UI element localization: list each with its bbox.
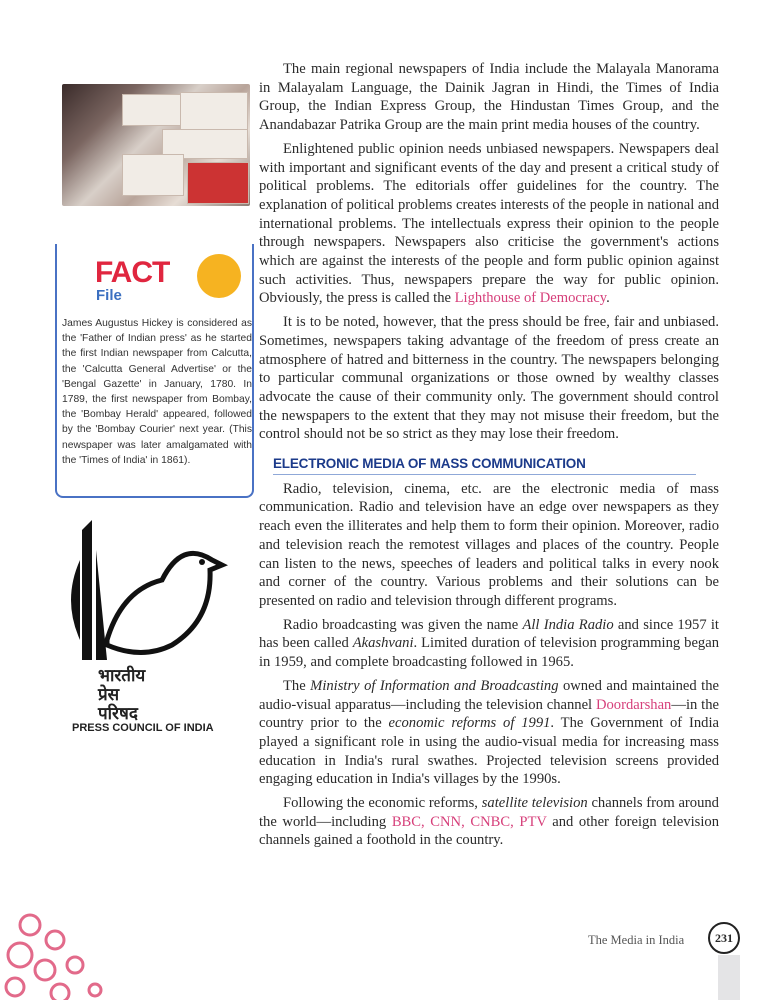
paragraph: It is to be noted, however, that the press should be free, fair and unbiased. Sometimes, newspapers taking advantage of the freedom of press create an atmosphere of hatred and bitterness in the country. The newspapers belonging to particular communal organizations or those owned by wealthy classes advocate the cause of their community only. The government should control the newspapers to the extent that they may not misuse their freedom, but the control should not be so strict as they may lose their freedom. <box>259 314 719 443</box>
logo-caption: PRESS COUNCIL OF INDIA <box>72 722 214 734</box>
fact-title: FACT <box>95 256 170 289</box>
fact-subtitle: File <box>96 287 122 304</box>
logo-hindi-text: भारतीय प्रेस परिषद <box>98 666 146 723</box>
footer-chapter-title: The Media in India <box>588 933 685 947</box>
page-number: 231 <box>708 922 740 954</box>
paragraph: Radio broadcasting was given the name All India Radio and since 1957 it has been called Akashvani. Limited duration of television programming began in 1959, and complete broadcasting followed in 1965. <box>259 616 719 671</box>
decorative-circles-icon <box>0 905 110 1000</box>
fact-text: James Augustus Hickey is considered as the 'Father of Indian press' as he started the first Indian newspaper from Calcutta, the 'Calcutta General Advertise' or the 'Bengal Gazette' in January, 1780. In 1789, the first newspaper from Bombay, the 'Bombay Herald' appeared, followed by the 'Bombay Courier' next year. (This newspaper was later amalgamated with the 'Times of India' in 1861). <box>62 318 252 466</box>
sun-icon <box>197 254 241 298</box>
newspaper-stand-photo <box>62 84 250 206</box>
press-council-logo <box>62 520 242 740</box>
paragraph: The main regional newspapers of India include the Malayala Manorama in Malayalam Language, the Dainik Jagran in Hindi, the Times of India Group, the Indian Express Group, the Hindustan Times Group, and the Anandabazar Patrika Group are the main print media houses of the country. <box>259 61 719 134</box>
paragraph: Following the economic reforms, satellite television channels from around the world—including BBC, CNN, CNBC, PTV and other foreign television channels gained a foothold in the country. <box>259 795 719 849</box>
main-text <box>259 60 719 855</box>
paragraph: The Ministry of Information and Broadcasting owned and maintained the audio-visual apparatus—including the television channel Doordarshan—in the country prior to the economic reforms of 1991. The Government of India played a significant role in using the audio-visual media for increasing mass education in India's rural swathes. Projected television screens provided engaging education in India's villages by the 1990s. <box>259 677 719 788</box>
paragraph: Enlightened public opinion needs unbiased newspapers. Newspapers deal with important and significant events of the day and present a critical study of political problems. The editorials offer guidelines for the country. The explanation of political problems creates interests of the people in national and international problems. The intellectuals express their opinion to the people through newspapers. Newspapers also criticise the government's actions which are against the interests of the people and form public opinion against such activities. Thus, newspapers prepare the way for public opinion. Obviously, the press is called the Lighthouse of Democracy. <box>259 140 719 307</box>
page-tab <box>718 955 740 1000</box>
paragraph: Radio, television, cinema, etc. are the electronic media of mass communication. Radio and television have an edge over newspapers as they reach even the illiterates and help them to form their opinion. Moreover, radio and television reach the remotest villages and places of the country. People can listen to the news, speeches of leaders and political talks in every nook and corner of the country. Various problems and their solutions can be presented on radio and television through different programs. <box>259 480 719 609</box>
pen-dove-icon <box>62 520 242 670</box>
section-heading: ELECTRONIC MEDIA OF MASS COMMUNICATION <box>273 455 696 475</box>
fact-file-box <box>55 244 254 498</box>
